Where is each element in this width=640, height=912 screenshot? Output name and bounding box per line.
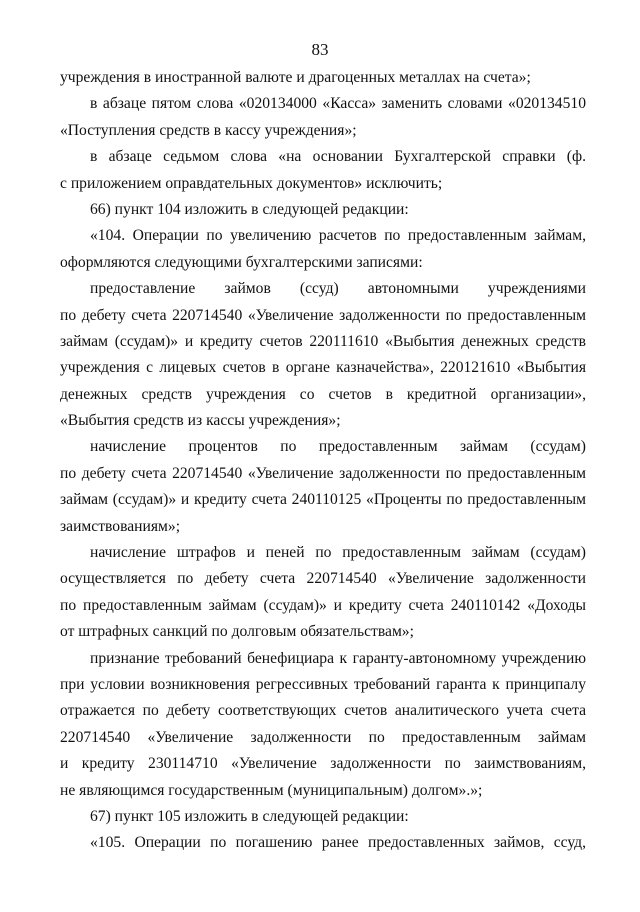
text-line: 66) пункт 104 изложить в следующей редакции:: [90, 200, 409, 218]
text-line: от штрафных санкций по долговым обязательствам»;: [60, 623, 414, 641]
text-line: оформляются следующими бухгалтерскими записями:: [60, 253, 423, 271]
text-line: по дебету счета 220714540 «Увеличение задолженности по предоставленным: [60, 464, 586, 482]
text-line: «105. Операции по погашению ранее предоставленных займов, ссуд,: [90, 834, 586, 852]
text-line: в абзаце пятом слова «020134000 «Касса» заменить словами «020134510: [90, 95, 586, 113]
text-line: учреждения с лицевых счетов в органе казначейства», 220121610 «Выбытия: [60, 359, 586, 377]
text-line: заимствованиям»;: [60, 517, 181, 535]
text-line: «Поступления средств в кассу учреждения»;: [60, 121, 357, 139]
text-line: «104. Операции по увеличению расчетов по предоставленным займам,: [90, 227, 586, 245]
page-number: 83: [311, 40, 329, 59]
text-line: в абзаце седьмом слова «на основании Бухгалтерской справки (ф.: [90, 148, 586, 166]
text-line: отражается по дебету соответствующих счетов аналитического учета счета: [60, 702, 586, 720]
text-line: займам (ссудам)» и кредиту счета 240110125 «Проценты по предоставленным: [60, 491, 586, 509]
text-line: признание требований бенефициара к гаранту-автономному учреждению: [90, 649, 586, 667]
text-line: предоставление займов (ссуд) автономными учреждениями: [90, 280, 586, 298]
text-line: осуществляется по дебету счета 220714540 «Увеличение задолженности: [60, 570, 586, 588]
text-line: 67) пункт 105 изложить в следующей редакции:: [90, 807, 409, 825]
text-line: при условии возникновения регрессивных требований гаранта к принципалу: [60, 675, 586, 693]
text-line: займам (ссудам)» и кредиту счетов 220111610 «Выбытия денежных средств: [60, 332, 586, 350]
text-line: начисление процентов по предоставленным займам (ссудам): [90, 438, 586, 456]
text-line: учреждения в иностранной валюте и драгоценных металлах на счета»;: [60, 69, 531, 86]
text-line: начисление штрафов и пеней по предоставленным займам (ссудам): [90, 544, 586, 562]
text-line: «Выбытия средств из кассы учреждения»;: [60, 412, 341, 430]
document-body: [60, 65, 586, 857]
text-line: по предоставленным займам (ссудам)» и кредиту счета 240110142 «Доходы: [60, 596, 586, 614]
text-line: не являющимся государственным (муниципальным) долгом».»;: [60, 781, 483, 799]
text-line: денежных средств учреждения со счетов в кредитной организации»,: [60, 385, 586, 403]
text-line: и кредиту 230114710 «Увеличение задолженности по заимствованиям,: [60, 755, 586, 773]
text-line: 220714540 «Увеличение задолженности по предоставленным займам: [60, 728, 586, 746]
text-line: с приложением оправдательных документов» исключить;: [60, 174, 443, 192]
text-line: по дебету счета 220714540 «Увеличение задолженности по предоставленным: [60, 306, 586, 324]
